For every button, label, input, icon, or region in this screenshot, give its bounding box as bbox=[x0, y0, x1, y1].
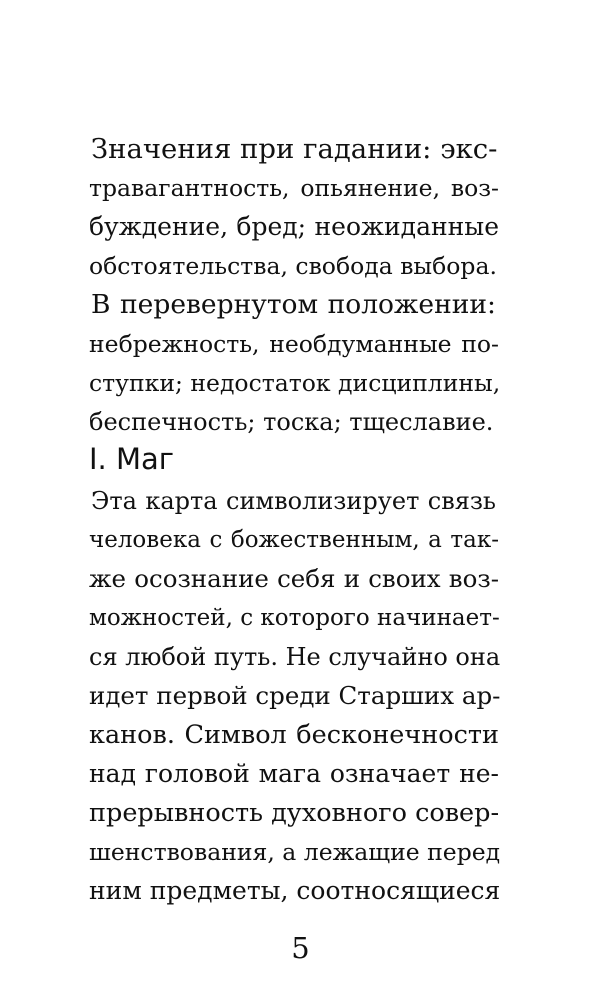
section-line-1: Эта карта символизирует связь bbox=[91, 487, 496, 515]
section-line-3: же осознание себя и своих воз- bbox=[89, 564, 499, 593]
section-line-8: над головой мага означает не- bbox=[89, 759, 499, 788]
section-line-2: человека с божественным, а так- bbox=[89, 527, 499, 553]
section-line-10: шенствования, а лежащие перед bbox=[89, 838, 501, 866]
paragraph-2-line-1: В перевернутом положении: bbox=[91, 289, 496, 320]
paragraph-1-line-1: Значения при гадании: экс- bbox=[91, 133, 498, 165]
section-line-6: идет первой среди Старших ар- bbox=[89, 681, 501, 710]
section-line-4: можностей, с которого начинает- bbox=[89, 605, 500, 631]
paragraph-1-line-2: травагантность, опьянение, воз- bbox=[89, 174, 499, 202]
section-line-9: прерывность духовного совер- bbox=[89, 798, 500, 828]
paragraph-1-line-4: обстоятельства, свобода выбора. bbox=[89, 252, 497, 280]
paragraph-1-line-3: буждение, бред; неожиданные bbox=[89, 212, 499, 241]
paragraph-2-line-2: небрежность, необдуманные по- bbox=[89, 330, 499, 358]
section-heading: I. Маг bbox=[89, 442, 175, 476]
section-line-11: ним предметы, соотносящиеся bbox=[89, 876, 501, 905]
paragraph-2-line-3: ступки; недостаток дисциплины, bbox=[89, 369, 501, 397]
section-line-5: ся любой путь. Не случайно она bbox=[89, 643, 501, 671]
section-line-7: канов. Символ бесконечности bbox=[89, 720, 499, 750]
page-number: 5 bbox=[291, 931, 310, 965]
paragraph-2-line-4: беспечность; тоска; тщеславие. bbox=[89, 408, 494, 436]
